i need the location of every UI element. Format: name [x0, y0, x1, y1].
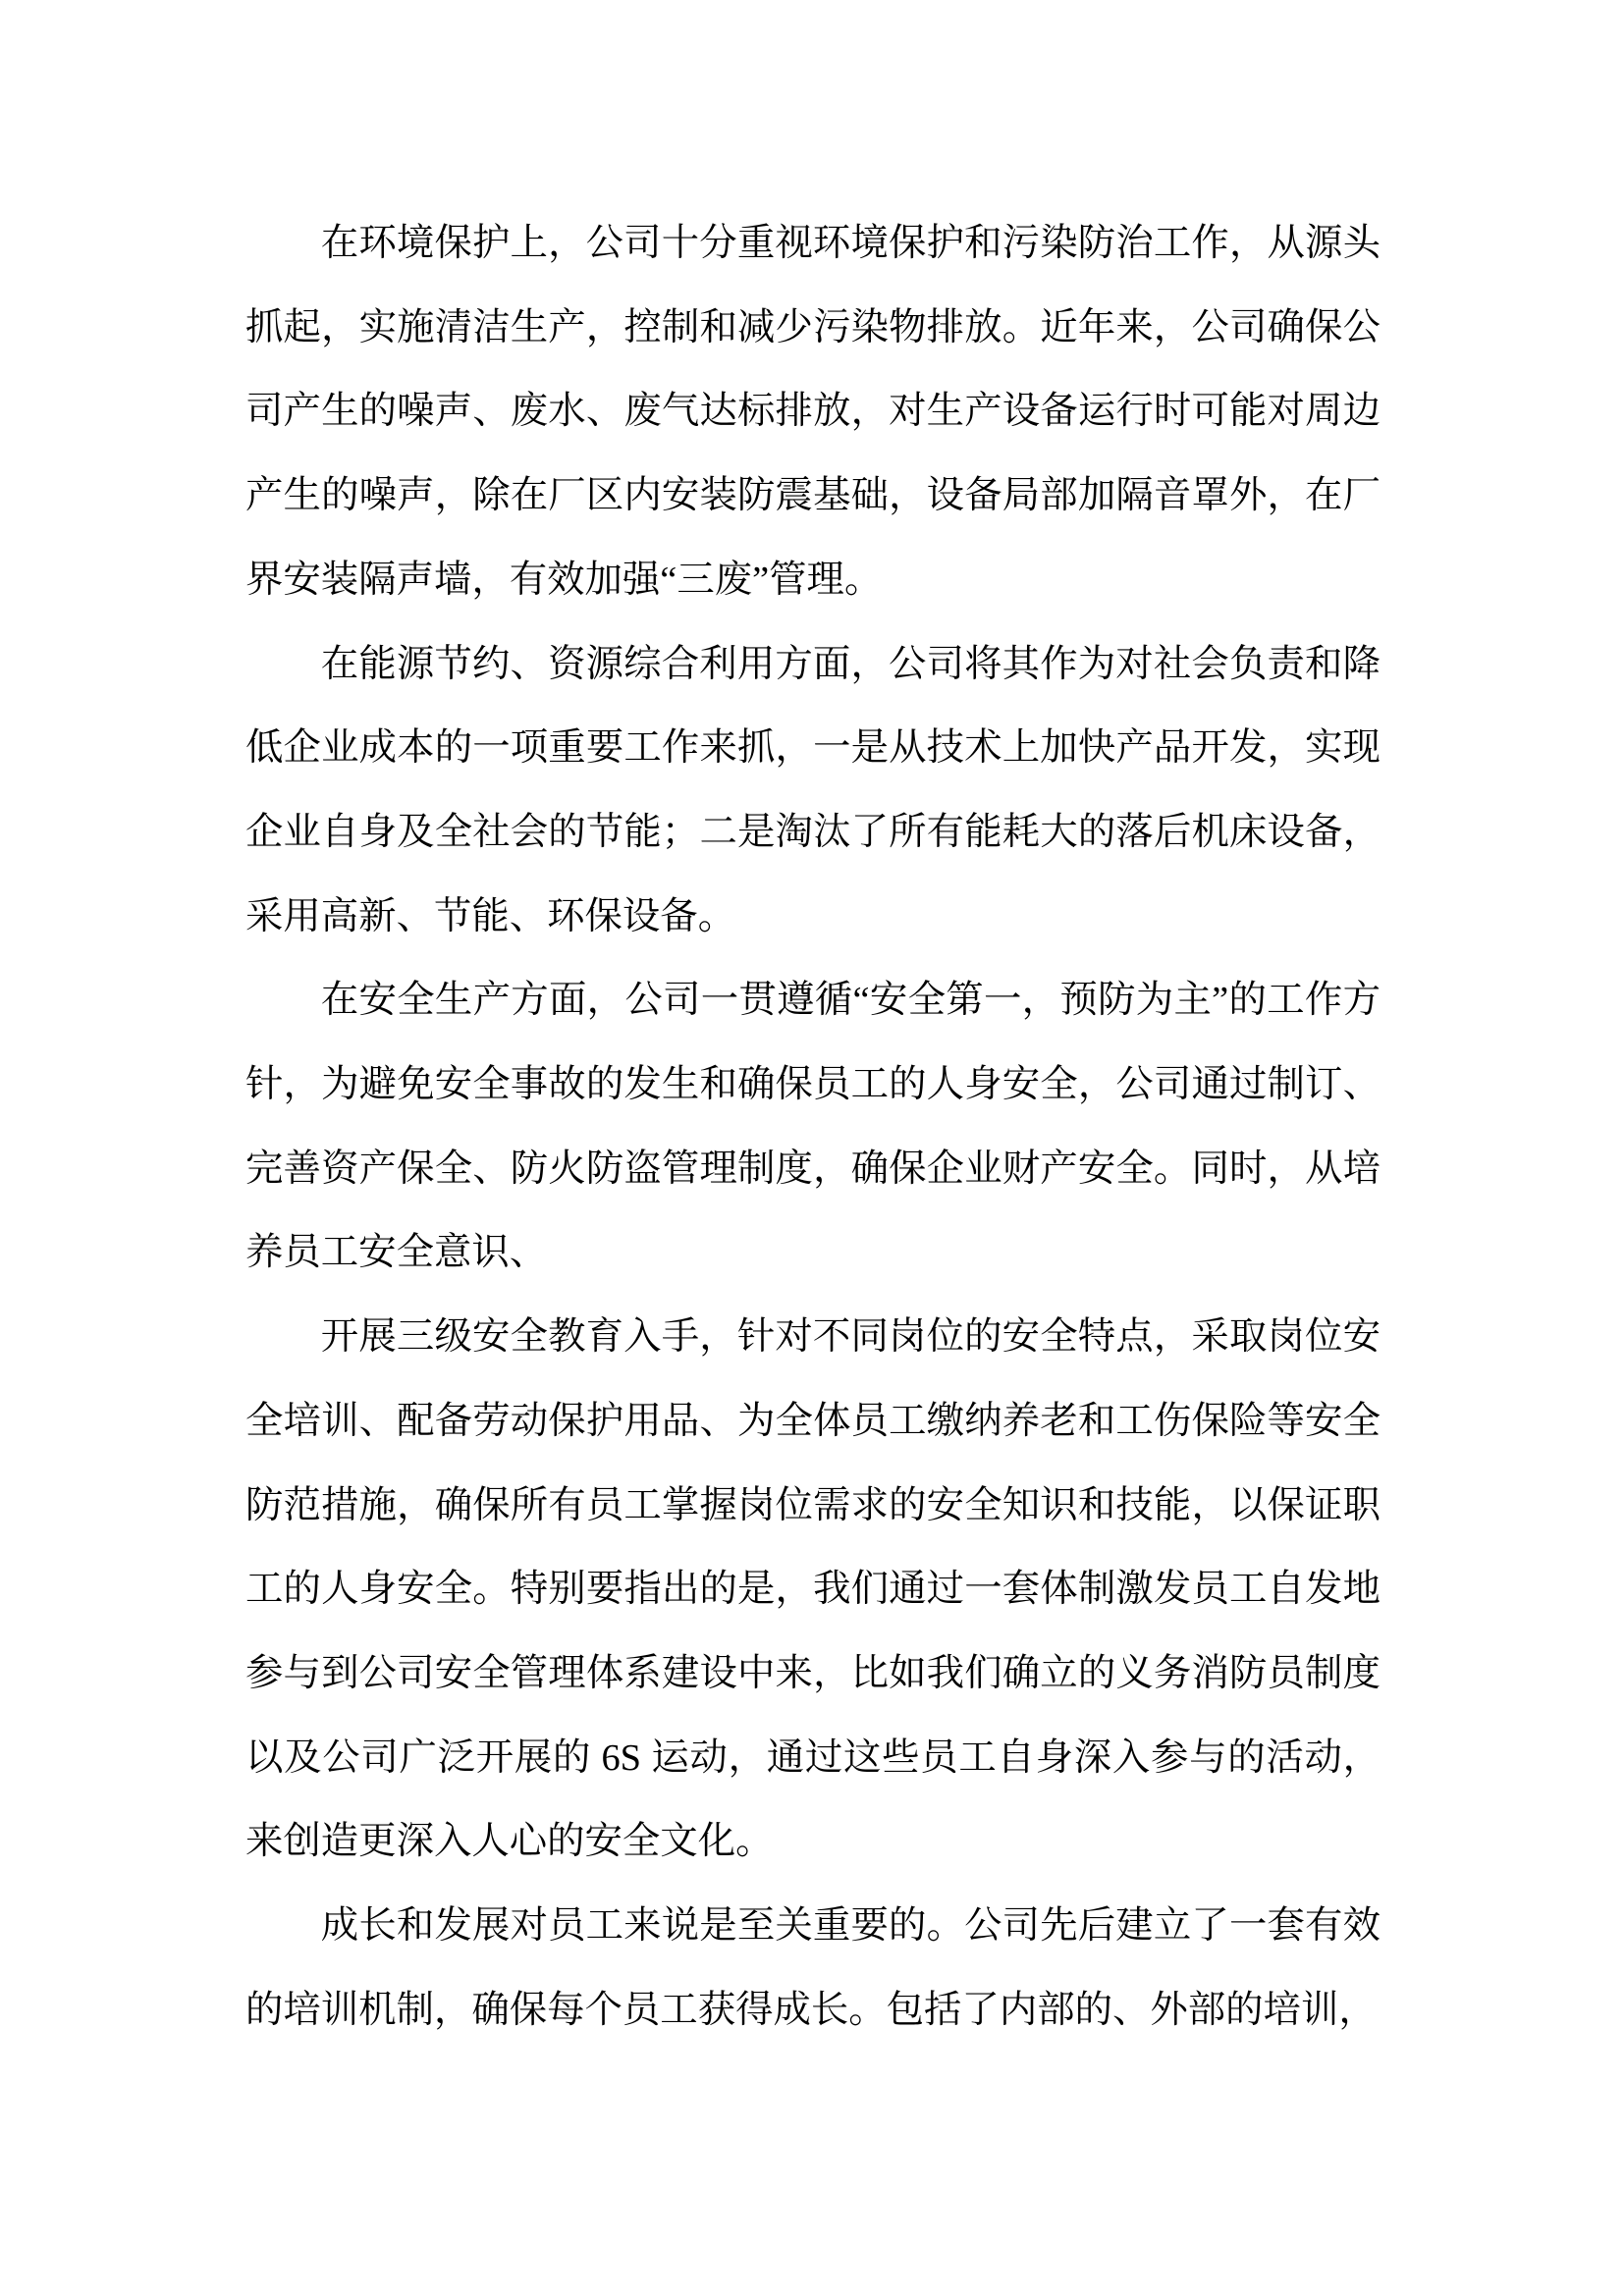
paragraph-safety-production: 在安全生产方面，公司一贯遵循“安全第一，预防为主”的工作方针，为避免安全事故的发生和确保员工的人身安全，公司通过制订、完善资产保全、防火防盗管理制度，确保企业财产安全。同时，从培养员工安全意识、: [245, 980, 1380, 1274]
paragraph-growth-training: 成长和发展对员工来说是至关重要的。公司先后建立了一套有效的培训机制，确保每个员工获得成长。包括了内部的、外部的培训，: [245, 1905, 1380, 2031]
paragraph-environment-protection: 在环境保护上，公司十分重视环境保护和污染防治工作，从源头抓起，实施清洁生产，控制和减少污染物排放。近年来，公司确保公司产生的噪声、废水、废气达标排放，对生产设备运行时可能对周边产生的噪声，除在厂区内安装防震基础，设备局部加隔音罩外，在厂界安装隔声墙，有效加强“三废”管理。: [245, 223, 1380, 601]
body-text: [245, 202, 1380, 2053]
paragraph-energy-saving: 在能源节约、资源综合利用方面，公司将其作为对社会负责和降低企业成本的一项重要工作来抓，一是从技术上加快产品开发，实现企业自身及全社会的节能；二是淘汰了所有能耗大的落后机床设备，采用高新、节能、环保设备。: [245, 643, 1380, 937]
paragraph-safety-education: 开展三级安全教育入手，针对不同岗位的安全特点，采取岗位安全培训、配备劳动保护用品、为全体员工缴纳养老和工伤保险等安全防范措施，确保所有员工掌握岗位需求的安全知识和技能，以保证职工的人身安全。特别要指出的是，我们通过一套体制激发员工自发地参与到公司安全管理体系建设中来，比如我们确立的义务消防员制度以及公司广泛开展的 6S 运动，通过这些员工自身深入参与的活动，来创造更深入人心的安全文化。: [245, 1316, 1380, 1863]
